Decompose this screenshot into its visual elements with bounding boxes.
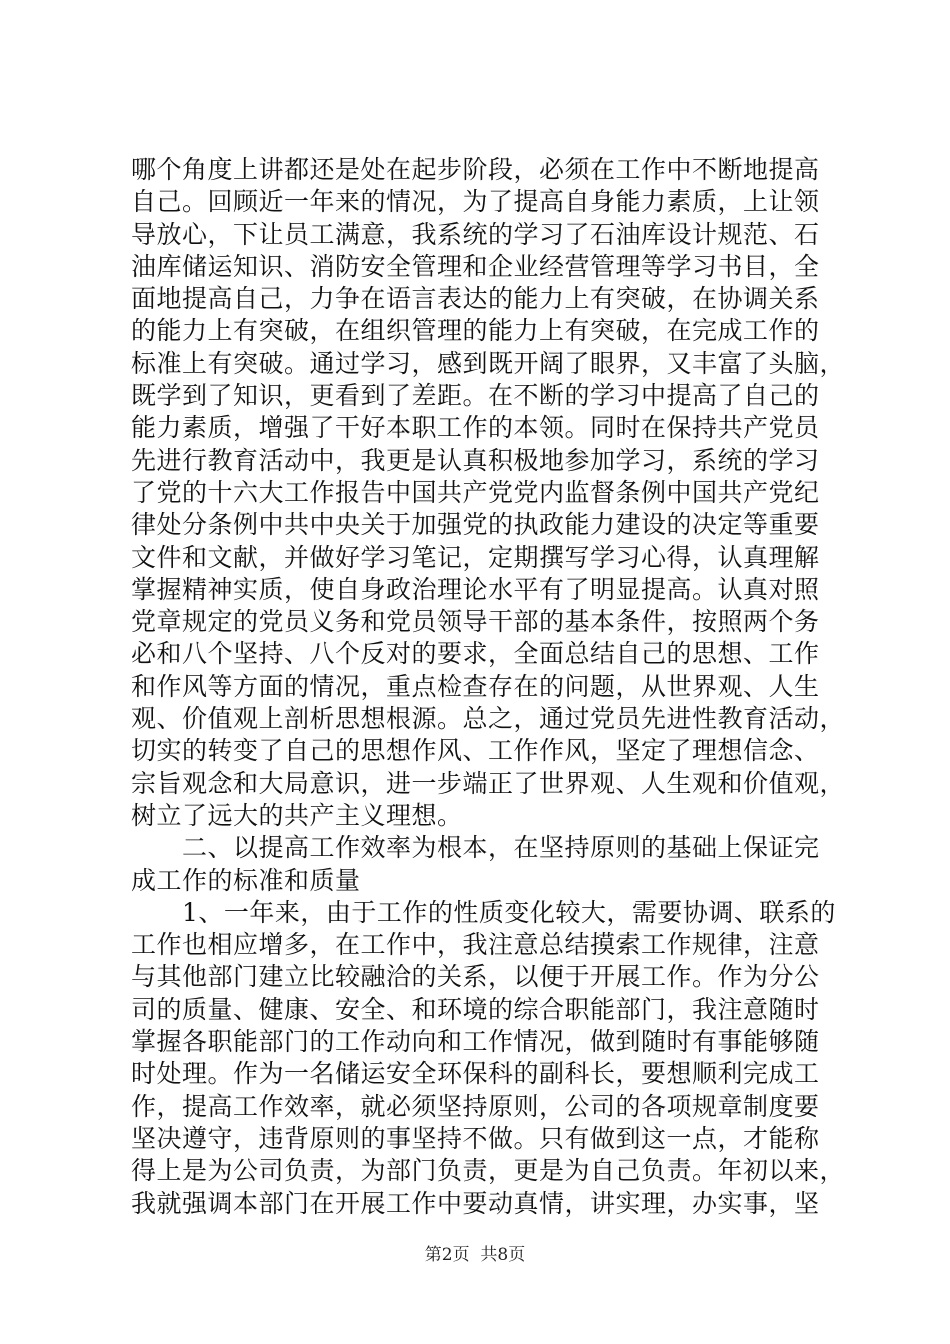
text-line: 必和八个坚持、八个反对的要求，全面总结自己的思想、工作 bbox=[131, 639, 820, 669]
page-number-footer: 第2页 共8页 bbox=[424, 1245, 526, 1265]
text-line: 文件和文献，并做好学习笔记，定期撰写学习心得，认真理解 bbox=[131, 542, 820, 572]
text-line: 坚决遵守，违背原则的事坚持不做。只有做到这一点，才能称 bbox=[131, 1123, 820, 1153]
section-heading-line: 成工作的标准和质量 bbox=[131, 865, 361, 895]
text-line: 和作风等方面的情况，重点检查存在的问题，从世界观、人生 bbox=[131, 671, 820, 701]
text-line: 先进行教育活动中，我更是认真积极地参加学习，系统的学习 bbox=[131, 445, 820, 475]
text-line: 切实的转变了自己的思想作风、工作作风，坚定了理想信念、 bbox=[131, 736, 820, 766]
text-line: 能力素质，增强了干好本职工作的本领。同时在保持共产党员 bbox=[131, 413, 820, 443]
text-line: 作，提高工作效率，就必须坚持原则，公司的各项规章制度要 bbox=[131, 1091, 820, 1121]
text-line: 导放心，下让员工满意，我系统的学习了石油库设计规范、石 bbox=[131, 219, 820, 249]
text-line: 司的质量、健康、安全、和环境的综合职能部门，我注意随时 bbox=[131, 994, 820, 1024]
text-line: 工作也相应增多，在工作中，我注意总结摸索工作规律，注意 bbox=[131, 930, 820, 960]
text-line: 的能力上有突破，在组织管理的能力上有突破，在完成工作的 bbox=[131, 316, 820, 346]
text-line: 自己。回顾近一年来的情况，为了提高自身能力素质，上让领 bbox=[131, 187, 820, 217]
text-line: 面地提高自己，力争在语言表达的能力上有突破，在协调关系 bbox=[131, 284, 820, 314]
text-line: 油库储运知识、消防安全管理和企业经营管理等学习书目，全 bbox=[131, 251, 820, 281]
text-line: 律处分条例中共中央关于加强党的执政能力建设的决定等重要 bbox=[131, 510, 820, 540]
text-line: 时处理。作为一名储运安全环保科的副科长，要想顺利完成工 bbox=[131, 1059, 820, 1089]
document-body bbox=[131, 154, 846, 1220]
text-line: 观、价值观上剖析思想根源。总之，通过党员先进性教育活动， bbox=[131, 704, 846, 734]
section-heading-line: 二、以提高工作效率为根本，在坚持原则的基础上保证完 bbox=[131, 833, 820, 863]
text-line: 了党的十六大工作报告中国共产党党内监督条例中国共产党纪 bbox=[131, 477, 820, 507]
text-line: 哪个角度上讲都还是处在起步阶段，必须在工作中不断地提高 bbox=[131, 155, 820, 184]
text-line: 标准上有突破。通过学习，感到既开阔了眼界，又丰富了头脑， bbox=[131, 348, 846, 378]
text-line: 与其他部门建立比较融洽的关系，以便于开展工作。作为分公 bbox=[131, 962, 820, 992]
text-line: 树立了远大的共产主义理想。 bbox=[131, 800, 463, 830]
text-line: 掌握精神实质，使自身政治理论水平有了明显提高。认真对照 bbox=[131, 574, 820, 604]
text-line: 既学到了知识，更看到了差距。在不断的学习中提高了自己的 bbox=[131, 381, 820, 411]
text-line: 我就强调本部门在开展工作中要动真情，讲实理，办实事，坚 bbox=[131, 1188, 820, 1218]
text-line: 得上是为公司负责，为部门负责，更是为自己负责。年初以来， bbox=[131, 1156, 846, 1186]
text-line: 1、一年来，由于工作的性质变化较大，需要协调、联系的 bbox=[131, 897, 836, 927]
text-line: 党章规定的党员义务和党员领导干部的基本条件，按照两个务 bbox=[131, 607, 820, 637]
text-line: 掌握各职能部门的工作动向和工作情况，做到随时有事能够随 bbox=[131, 1027, 820, 1057]
text-line: 宗旨观念和大局意识，进一步端正了世界观、人生观和价值观， bbox=[131, 768, 846, 798]
